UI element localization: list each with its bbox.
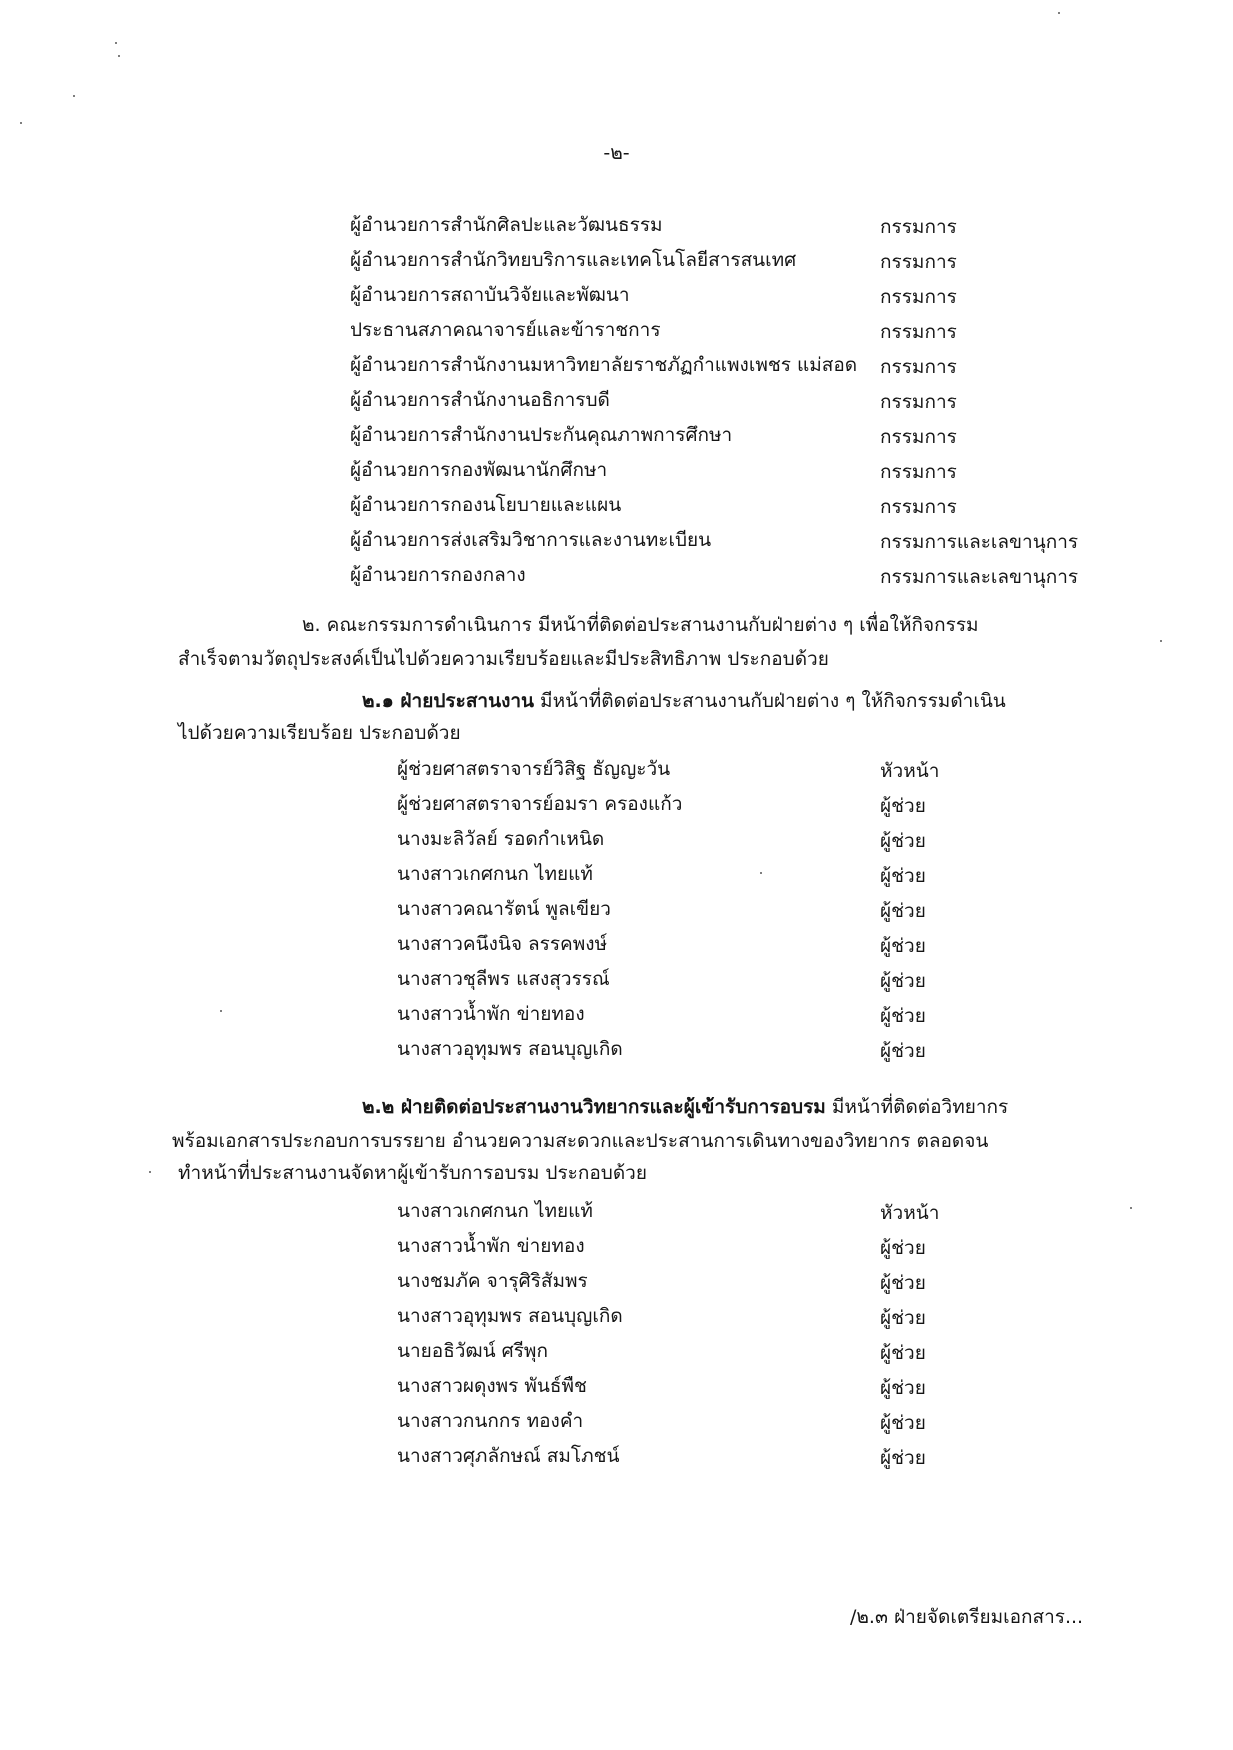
member-name: นางสาวเกศกนก ไทยแท้ <box>397 863 593 885</box>
member-name: นางสาวศุภลักษณ์ สมโภชน์ <box>397 1445 620 1467</box>
scan-speck <box>220 1010 222 1012</box>
continuation-footer: /๒.๓ ฝ่ายจัดเตรียมเอกสาร... <box>850 1606 1084 1628</box>
member-role: ผู้ช่วย <box>880 1342 926 1364</box>
scan-speck <box>1130 1207 1132 1209</box>
member-name: นางสาวชุลีพร แสงสุวรรณ์ <box>397 968 610 990</box>
scan-speck <box>115 42 117 44</box>
committee-member-role: กรรมการ <box>880 286 957 308</box>
committee-member-role: กรรมการ <box>880 216 957 238</box>
committee-member-name: ผู้อำนวยการส่งเสริมวิชาการและงานทะเบียน <box>350 529 712 551</box>
committee-member-role: กรรมการ <box>880 461 957 483</box>
section-2-1-description: มีหน้าที่ติดต่อประสานงานกับฝ่ายต่าง ๆ ให้กิจกรรมดำเนิน <box>534 690 1006 712</box>
scan-speck <box>1058 12 1060 14</box>
committee-member-role: กรรมการและเลขานุการ <box>880 531 1079 553</box>
member-role: ผู้ช่วย <box>880 1377 926 1399</box>
member-name: นางสาวเกศกนก ไทยแท้ <box>397 1200 593 1222</box>
member-name: นางชมภัค จารุศิริสัมพร <box>397 1270 588 1292</box>
committee-member-role: กรรมการ <box>880 321 957 343</box>
committee-member-name: ผู้อำนวยการสำนักศิลปะและวัฒนธรรม <box>350 214 663 236</box>
member-role: ผู้ช่วย <box>880 865 926 887</box>
member-role: หัวหน้า <box>880 760 940 782</box>
member-name: นางสาวอุทุมพร สอนบุญเกิด <box>397 1305 623 1327</box>
member-role: ผู้ช่วย <box>880 1005 926 1027</box>
member-name: ผู้ช่วยศาสตราจารย์อมรา ครองแก้ว <box>397 793 683 815</box>
section-2-line-1: ๒. คณะกรรมการดำเนินการ มีหน้าที่ติดต่อประสานงานกับฝ่ายต่าง ๆ เพื่อให้กิจกรรม <box>302 614 979 636</box>
committee-member-role: กรรมการ <box>880 391 957 413</box>
section-2-2-line-2: พร้อมเอกสารประกอบการบรรยาย อำนวยความสะดวกและประสานการเดินทางของวิทยากร ตลอดจน <box>172 1130 989 1152</box>
committee-member-name: ผู้อำนวยการสำนักงานอธิการบดี <box>350 389 610 411</box>
section-2-2-line-1 <box>362 1094 1008 1120</box>
member-role: หัวหน้า <box>880 1202 940 1224</box>
member-role: ผู้ช่วย <box>880 1412 926 1434</box>
committee-member-name: ผู้อำนวยการสำนักงานมหาวิทยาลัยราชภัฏกำแพงเพชร แม่สอด <box>350 354 858 376</box>
member-name: นางสาวน้ำพัก ข่ายทอง <box>397 1235 585 1257</box>
committee-member-role: กรรมการและเลขานุการ <box>880 566 1079 588</box>
committee-member-name: ผู้อำนวยการสำนักวิทยบริการและเทคโนโลยีสารสนเทศ <box>350 249 797 271</box>
section-2-1-line-1 <box>362 688 1006 714</box>
member-role: ผู้ช่วย <box>880 1272 926 1294</box>
scan-speck <box>118 55 120 57</box>
committee-member-name: ผู้อำนวยการกองกลาง <box>350 564 526 586</box>
section-2-1-line-2: ไปด้วยความเรียบร้อย ประกอบด้วย <box>178 722 461 744</box>
member-role: ผู้ช่วย <box>880 830 926 852</box>
section-2-line-2: สำเร็จตามวัตถุประสงค์เป็นไปด้วยความเรียบร้อยและมีประสิทธิภาพ ประกอบด้วย <box>178 648 829 670</box>
section-2-2-heading: ๒.๒ ฝ่ายติดต่อประสานงานวิทยากรและผู้เข้ารับการอบรม <box>362 1096 826 1118</box>
committee-member-name: ผู้อำนวยการสถาบันวิจัยและพัฒนา <box>350 284 630 306</box>
member-name: นายอธิวัฒน์ ศรีพุก <box>397 1340 548 1362</box>
committee-member-name: ประธานสภาคณาจารย์และข้าราชการ <box>350 319 661 341</box>
member-name: นางมะลิวัลย์ รอดกำเหนิด <box>397 828 605 850</box>
scan-speck <box>1160 640 1162 642</box>
committee-member-name: ผู้อำนวยการกองพัฒนานักศึกษา <box>350 459 608 481</box>
member-name: ผู้ช่วยศาสตราจารย์วิสิฐ ธัญญะวัน <box>397 758 671 780</box>
member-role: ผู้ช่วย <box>880 1040 926 1062</box>
member-name: นางสาวคณารัตน์ พูลเขียว <box>397 898 611 920</box>
committee-member-role: กรรมการ <box>880 251 957 273</box>
member-name: นางสาวกนกกร ทองคำ <box>397 1410 584 1432</box>
section-2-1-heading: ๒.๑ ฝ่ายประสานงาน <box>362 690 535 712</box>
scan-speck <box>20 122 22 124</box>
committee-member-name: ผู้อำนวยการกองนโยบายและแผน <box>350 494 622 516</box>
committee-member-role: กรรมการ <box>880 356 957 378</box>
page-number: -๒- <box>603 142 630 164</box>
member-role: ผู้ช่วย <box>880 795 926 817</box>
member-role: ผู้ช่วย <box>880 900 926 922</box>
member-role: ผู้ช่วย <box>880 1307 926 1329</box>
member-name: นางสาวคนึงนิจ ลรรคพงษ์ <box>397 933 608 955</box>
section-2-2-description: มีหน้าที่ติดต่อวิทยากร <box>825 1096 1009 1118</box>
scan-speck <box>73 95 75 97</box>
member-role: ผู้ช่วย <box>880 1447 926 1469</box>
member-role: ผู้ช่วย <box>880 970 926 992</box>
member-name: นางสาวผดุงพร พันธ์พืช <box>397 1375 587 1397</box>
scan-speck <box>760 872 762 874</box>
scan-speck <box>149 1171 151 1173</box>
committee-member-role: กรรมการ <box>880 426 957 448</box>
committee-member-name: ผู้อำนวยการสำนักงานประกันคุณภาพการศึกษา <box>350 424 733 446</box>
member-role: ผู้ช่วย <box>880 1237 926 1259</box>
member-name: นางสาวน้ำพัก ข่ายทอง <box>397 1003 585 1025</box>
section-2-2-line-3: ทำหน้าที่ประสานงานจัดหาผู้เข้ารับการอบรม ประกอบด้วย <box>178 1162 647 1184</box>
member-name: นางสาวอุทุมพร สอนบุญเกิด <box>397 1038 623 1060</box>
member-role: ผู้ช่วย <box>880 935 926 957</box>
committee-member-role: กรรมการ <box>880 496 957 518</box>
